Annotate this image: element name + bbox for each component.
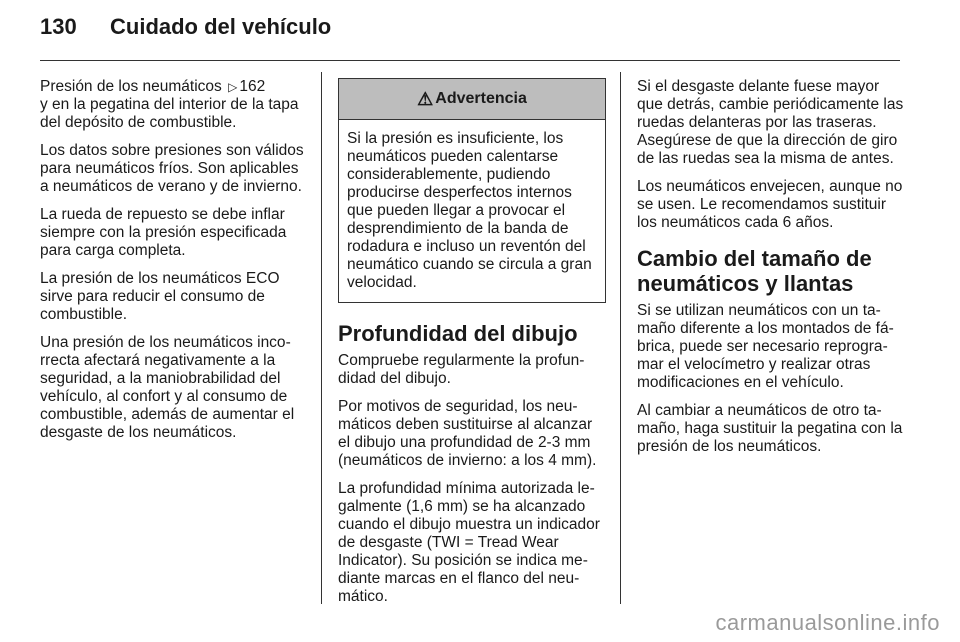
paragraph: Si el desgaste delante fuese mayor que detrás, cambie periódicamente las ruedas delanteras por las traseras. Asegúrese de que la dirección de giro de las ruedas sea la misma de antes. bbox=[637, 78, 904, 167]
paragraph bbox=[40, 78, 308, 132]
warning-title: Advertencia bbox=[435, 90, 527, 107]
paragraph: Los neumáticos envejecen, aunque no se usen. Le recomendamos sustituir los neumáticos cada 6 años. bbox=[637, 178, 903, 231]
column-divider bbox=[321, 72, 322, 604]
warning-header bbox=[339, 79, 605, 120]
warning-text: Si la presión es insuficiente, los neumáticos pueden calentarse considerablemente, pudiendo producirse desperfectos internos que pueden llegar a provocar el desprendimiento de la banda de rodadura e incluso un reventón del neumático cuando se circula a gran velocidad. bbox=[347, 130, 592, 291]
column-1 bbox=[40, 78, 308, 452]
page-title: Cuidado del vehículo bbox=[110, 14, 332, 39]
warning-icon: ⚠ bbox=[417, 89, 434, 109]
page-reference-icon: ▷ bbox=[228, 80, 238, 94]
watermark: carmanualsonline.info bbox=[715, 610, 940, 635]
paragraph: Compruebe regularmente la profundidad del dibujo. bbox=[338, 352, 585, 387]
paragraph: La profundidad mínima autorizada legalmente (1,6 mm) se ha alcanzado cuando el dibujo muestra un indicador de desgaste (TWI = Tread Wear Indicator). Su posición se indica mediante marcas en el flanco del neumático. bbox=[338, 480, 600, 605]
paragraph: Una presión de los neumáticos incorrecta afectará negativamente a la seguridad, a la maniobrabilidad del vehículo, al confort y al consumo de combustible, además de aumentar el desgaste de los neumáticos. bbox=[40, 334, 295, 441]
page-reference[interactable]: 162 bbox=[239, 78, 266, 95]
paragraph: Por motivos de seguridad, los neumáticos deben sustituirse al alcanzar el dibujo una profundidad de 2-3 mm (neumáticos de invierno: a los 4 mm). bbox=[338, 398, 597, 469]
column-divider bbox=[620, 72, 621, 604]
paragraph: La presión de los neumáticos ECO sirve para reducir el consumo de combustible. bbox=[40, 270, 280, 323]
paragraph-text: Presión de los neumáticos bbox=[40, 78, 222, 95]
page-number: 130 bbox=[40, 14, 77, 39]
page-header bbox=[40, 14, 331, 50]
paragraph: Si se utilizan neumáticos con un tamaño diferente a los montados de fábrica, puede ser necesario reprogramar el velocímetro y realizar otras modificaciones en el vehículo. bbox=[637, 302, 894, 391]
paragraph-text: y en la pegatina del interior de la tapa del depósito de combustible. bbox=[40, 96, 299, 131]
paragraph: Los datos sobre presiones son válidos para neumáticos fríos. Son aplicables a neumáticos de verano y de invierno. bbox=[40, 142, 304, 195]
paragraph: La rueda de repuesto se debe inflar siempre con la presión especificada para carga completa. bbox=[40, 206, 287, 259]
header-divider bbox=[40, 60, 900, 61]
section-heading: Profundidad del dibujo bbox=[338, 321, 578, 346]
column-2 bbox=[338, 78, 606, 616]
section-heading: Cambio del tamaño de neumáticos y llantas bbox=[637, 246, 872, 296]
paragraph: Al cambiar a neumáticos de otro tamaño, haga sustituir la pegatina con la presión de los neumáticos. bbox=[637, 402, 903, 455]
warning-box bbox=[338, 78, 606, 303]
column-3 bbox=[637, 78, 905, 466]
